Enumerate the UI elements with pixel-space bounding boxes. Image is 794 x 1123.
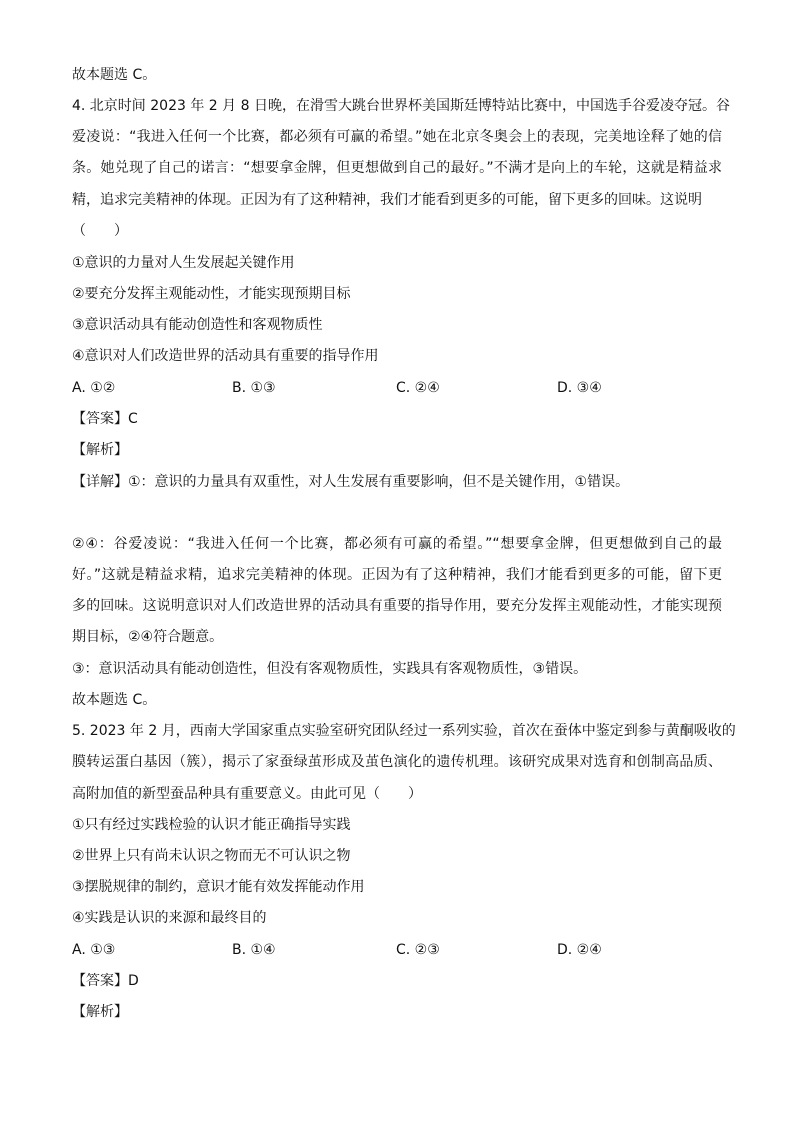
question-4-stem-line: 精，追求完美精神的体现。正因为有了这种精神，我们才能看到更多的可能，留下更多的回味。这说明 [72,192,702,208]
question-4-stem-line: 爱凌说：“我进入任何一个比赛，都必须有可赢的希望。”她在北京冬奥会上的表现，完美地诠释了她的信 [72,129,722,145]
statement-item: ③摆脱规律的制约，意识才能有效发挥能动作用 [72,879,365,895]
detail-line: ③：意识活动具有能动创造性，但没有客观物质性，实践具有客观物质性，③错误。 [72,661,588,677]
question-5-stem-line: 高附加值的新型蚕品种具有重要意义。由此可见（ ） [72,786,422,802]
statement-item: ③意识活动具有能动创造性和客观物质性 [72,317,323,333]
answer-line [72,410,138,428]
question-4-stem-line: 4. 北京时间 2023 年 2 月 8 日晚，在滑雪大跳台世界杯美国斯廷博特站比赛中，中国选手谷爱凌夺冠。谷 [72,98,730,114]
statement-item: ①意识的力量对人生发展起关键作用 [72,255,295,271]
statement-item: ①只有经过实践检验的认识才能正确指导实践 [72,817,351,833]
option-c: C. ②④ [396,380,440,396]
analysis-label: 【解析】 [72,1004,128,1020]
question-5-stem-line: 膜转运蛋白基因（簇），揭示了家蚕绿茧形成及茧色演化的遗传机理。该研究成果对选育和创制高品质、 [72,754,722,770]
detail-line: 好。”这就是精益求精，追求完美精神的体现。正因为有了这种精神，我们才能看到更多的可能，留下更 [72,567,722,583]
detail-line: 【详解】①：意识的力量具有双重性，对人生发展有重要影响，但不是关键作用，①错误。 [72,474,630,490]
answer-value: C [128,411,138,427]
detail-line: ②④：谷爱凌说：“我进入任何一个比赛，都必须有可赢的希望。”“想要拿金牌，但更想做到自己的最 [72,536,722,552]
statement-item: ②世界上只有尚未认识之物而无不可认识之物 [72,848,351,864]
option-b: B. ①③ [232,380,276,396]
option-a: A. ①② [72,380,116,396]
answer-label: 【答案】 [72,973,128,989]
option-b: B. ①④ [232,942,276,958]
question-4-stem-line: 条。她兑现了自己的诺言：“想要拿金牌，但更想做到自己的最好。”不满才是向上的车轮，这就是精益求 [72,160,722,176]
detail-conclusion: 故本题选 C。 [72,692,157,708]
answer-line [72,972,139,990]
previous-answer-conclusion: 故本题选 C。 [72,67,157,83]
detail-line: 多的回味。这说明意识对人们改造世界的活动具有重要的指导作用，要充分发挥主观能动性，才能实现预 [72,598,722,614]
analysis-label: 【解析】 [72,442,128,458]
answer-value: D [128,973,139,989]
option-c: C. ②③ [396,942,440,958]
option-a: A. ①③ [72,942,116,958]
statement-item: ④意识对人们改造世界的活动具有重要的指导作用 [72,348,379,364]
option-d: D. ③④ [557,380,602,396]
answer-label: 【答案】 [72,411,128,427]
statement-item: ④实践是认识的来源和最终目的 [72,910,267,926]
statement-item: ②要充分发挥主观能动性，才能实现预期目标 [72,286,351,302]
detail-line: 期目标，②④符合题意。 [72,629,224,645]
question-5-stem-line: 5. 2023 年 2 月，西南大学国家重点实验室研究团队经过一系列实验，首次在蚕体中鉴定到参与黄酮吸收的 [72,723,736,739]
question-4-blank: （ ） [72,223,128,239]
option-d: D. ②④ [557,942,602,958]
